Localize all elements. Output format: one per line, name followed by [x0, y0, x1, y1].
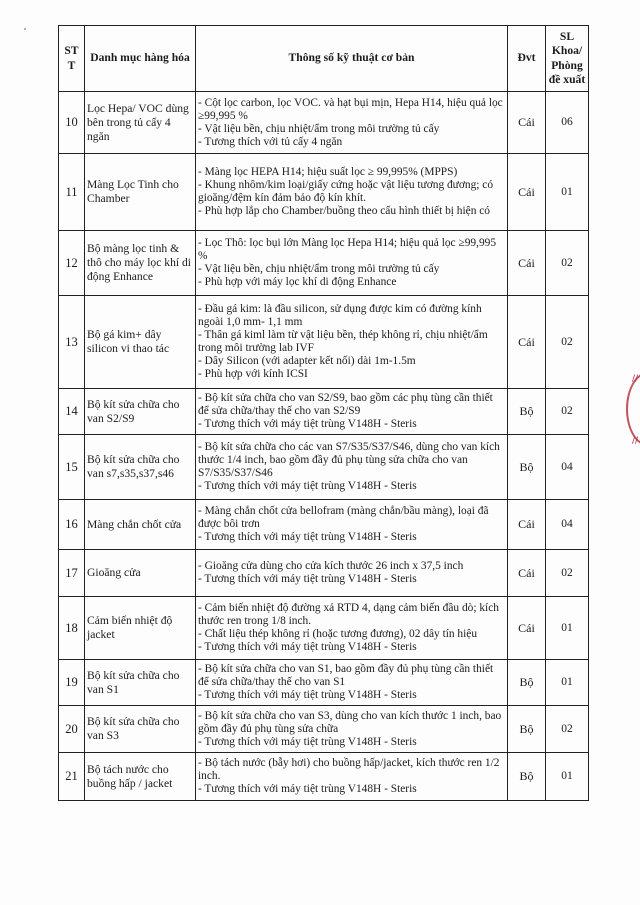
spec-line: - Tương thích với máy tiệt trùng V148H - Steris	[198, 689, 417, 701]
spec-line: - Khung nhôm/kim loại/giấy cứng hoặc vật liệu tương đương; có gioăng/đệm kín đảm bảo độ kín khít.	[198, 179, 494, 204]
row-specification	[196, 231, 508, 296]
row-specification	[196, 706, 508, 753]
spec-line: - Màng lọc HEPA H14; hiệu suất lọc ≥ 99,995% (MPPS)	[198, 166, 458, 178]
scan-speck	[24, 28, 26, 30]
spec-line: - Vật liệu bền, chịu nhiệt/ẩm trong môi trường tủ cấy	[198, 263, 440, 275]
row-unit: Cái	[508, 550, 546, 597]
row-item-name: Màng chắn chốt cửa	[85, 500, 196, 550]
row-item-name: Bộ kít sửa chữa cho van S1	[85, 660, 196, 706]
spec-line: - Phù hợp với máy lọc khí di động Enhance	[198, 276, 397, 288]
row-quantity: 02	[546, 296, 589, 389]
table-row	[59, 154, 589, 231]
row-stt: 13	[59, 296, 85, 389]
row-stt: 18	[59, 597, 85, 660]
row-quantity: 01	[546, 597, 589, 660]
row-item-name: Cảm biến nhiệt độ jacket	[85, 597, 196, 660]
spec-line: - Bộ tách nước (bẫy hơi) cho buồng hấp/jacket, kích thước ren 1/2 inch.	[198, 757, 500, 782]
row-item-name: Bộ gá kim+ dây silicon vi thao tác	[85, 296, 196, 389]
row-specification	[196, 753, 508, 801]
row-stt: 11	[59, 154, 85, 231]
row-specification	[196, 550, 508, 597]
spec-line: - Gioăng cửa dùng cho cửa kích thước 26 inch x 37,5 inch	[198, 560, 464, 572]
spec-line: - Tương thích với máy tiệt trùng V148H - Steris	[198, 531, 417, 543]
stamp-tick-mark: //	[632, 374, 639, 384]
spec-line: - Phù hợp lắp cho Chamber/buồng theo cấu hình thiết bị hiện có	[198, 205, 490, 217]
spec-line: - Tương thích với máy tiệt trùng V148H - Steris	[198, 783, 417, 795]
spec-line: - Bộ kít sửa chữa cho van S2/S9, bao gồm các phụ tùng cần thiết để sửa chữa/thay thế cho van S2/S9	[198, 392, 493, 417]
table-row	[59, 435, 589, 500]
spec-line: - Tương thích với máy tiệt trùng V148H - Steris	[198, 418, 417, 430]
row-specification	[196, 154, 508, 231]
spec-line: - Tương thích với tủ cấy 4 ngăn	[198, 135, 343, 148]
row-stt: 17	[59, 550, 85, 597]
table-body	[59, 92, 589, 801]
spec-line: - Cảm biến nhiệt độ đường xả RTD 4, dạng cảm biến đầu dò; kích thước ren trong 1/8 inch.	[198, 602, 499, 627]
table-row	[59, 753, 589, 801]
spec-line: - Bộ kít sửa chữa cho van S3, dùng cho van kích thước 1 inch, bao gồm đầy đủ phụ tùng sửa chữa	[198, 709, 502, 735]
row-stt: 20	[59, 706, 85, 753]
row-item-name: Gioăng cửa	[85, 550, 196, 597]
row-specification	[196, 435, 508, 500]
row-item-name: Màng Lọc Tinh cho Chamber	[85, 154, 196, 231]
table-row	[59, 660, 589, 706]
spec-line: - Cột lọc carbon, lọc VOC. và hạt bụi mịn, Hepa H14, hiệu quả lọc ≥99,995 %	[198, 96, 503, 122]
row-unit: Bộ	[508, 660, 546, 706]
table-row	[59, 597, 589, 660]
row-unit: Bộ	[508, 435, 546, 500]
row-quantity: 02	[546, 550, 589, 597]
row-item-name: Bộ màng lọc tinh & thô cho máy lọc khí di động Enhance	[85, 231, 196, 296]
row-quantity: 01	[546, 154, 589, 231]
row-unit: Bộ	[508, 706, 546, 753]
row-stt: 14	[59, 389, 85, 435]
table-row	[59, 706, 589, 753]
row-stt: 21	[59, 753, 85, 801]
row-specification	[196, 660, 508, 706]
spec-line: - Vật liệu bền, chịu nhiệt/ẩm trong môi trường tủ cấy	[198, 122, 440, 135]
row-quantity: 02	[546, 706, 589, 753]
row-unit: Cái	[508, 92, 546, 154]
row-item-name: Bộ kít sửa chữa cho van S2/S9	[85, 389, 196, 435]
spec-line: - Tương thích với máy tiệt trùng V148H - Steris	[198, 573, 417, 585]
row-stt: 10	[59, 92, 85, 154]
row-stt: 19	[59, 660, 85, 706]
table-row	[59, 550, 589, 597]
spec-line: - Thân gá kiml làm từ vật liệu bền, thép không rỉ, chịu nhiệt/ẩm trong môi trường lab IVF	[198, 329, 488, 354]
header-unit: Đvt	[508, 26, 546, 92]
row-specification	[196, 597, 508, 660]
row-specification	[196, 296, 508, 389]
row-unit: Bộ	[508, 389, 546, 435]
row-quantity: 01	[546, 660, 589, 706]
row-stt: 16	[59, 500, 85, 550]
table-row	[59, 296, 589, 389]
row-specification	[196, 500, 508, 550]
header-item-name: Danh mục hàng hóa	[85, 26, 196, 92]
spec-line: - Bộ kít sửa chữa cho van S1, bao gồm đầy đủ phụ tùng cần thiết để sửa chữa/thay thế cho van S1	[198, 663, 494, 688]
row-quantity: 06	[546, 92, 589, 154]
row-unit: Cái	[508, 500, 546, 550]
row-unit: Cái	[508, 231, 546, 296]
spec-line: - Lọc Thô: lọc bụi lớn Màng lọc Hepa H14; hiệu quả lọc ≥99,995 %	[198, 237, 497, 262]
row-unit: Bộ	[508, 753, 546, 801]
table-header-row	[59, 26, 589, 92]
row-stt: 15	[59, 435, 85, 500]
row-specification	[196, 389, 508, 435]
row-quantity: 02	[546, 231, 589, 296]
row-item-name: Lọc Hepa/ VOC dùng bên trong tủ cấy 4 ngăn	[85, 92, 196, 154]
table-row	[59, 500, 589, 550]
table-row	[59, 92, 589, 154]
row-item-name: Bộ tách nước cho buồng hấp / jacket	[85, 753, 196, 801]
row-quantity: 01	[546, 753, 589, 801]
row-item-name: Bộ kít sửa chữa cho van s7,s35,s37,s46	[85, 435, 196, 500]
row-unit: Cái	[508, 154, 546, 231]
row-unit: Cái	[508, 296, 546, 389]
table-row	[59, 389, 589, 435]
row-quantity: 04	[546, 500, 589, 550]
spec-line: - Tương thích với máy tiệt trùng V148H - Steris	[198, 735, 417, 748]
spec-line: - Dây Silicon (với adapter kết nối) dài 1m-1.5m	[198, 355, 416, 367]
equipment-spec-table	[58, 25, 589, 801]
row-quantity: 04	[546, 435, 589, 500]
header-quantity: SL Khoa/ Phòng đề xuất	[546, 26, 589, 92]
stamp-tick-mark: //	[632, 436, 639, 446]
row-stt: 12	[59, 231, 85, 296]
spec-line: - Phù hợp với kính ICSI	[198, 368, 308, 380]
spec-line: - Bộ kít sửa chữa cho các van S7/S35/S37/S46, dùng cho van kích thước 1/4 inch, bao gồm đầy đủ phụ tùng sửa chữa cho van S7/S35/S37/S46	[198, 441, 500, 479]
spec-line: - Tương thích với máy tiệt trùng V148H - Steris	[198, 480, 417, 492]
spec-line: - Đầu gá kim: là đầu silicon, sử dụng được kim có đường kính ngoài 1,0 mm- 1,1 mm	[198, 303, 482, 328]
row-unit: Cái	[508, 597, 546, 660]
header-stt: ST T	[59, 26, 85, 92]
row-item-name: Bộ kít sửa chữa cho van S3	[85, 706, 196, 753]
spec-line: - Tương thích với máy tiệt trùng V148H - Steris	[198, 641, 417, 653]
row-quantity: 02	[546, 389, 589, 435]
spec-line: - Màng chắn chốt cửa bellofram (màng chắn/bầu màng), loại đã được bôi trơn	[198, 505, 489, 530]
spec-line: - Chất liệu thép không rỉ (hoặc tương đương), 02 dây tín hiệu	[198, 628, 478, 640]
header-specification: Thông số kỹ thuật cơ bản	[196, 26, 508, 92]
row-specification	[196, 92, 508, 154]
table-row	[59, 231, 589, 296]
